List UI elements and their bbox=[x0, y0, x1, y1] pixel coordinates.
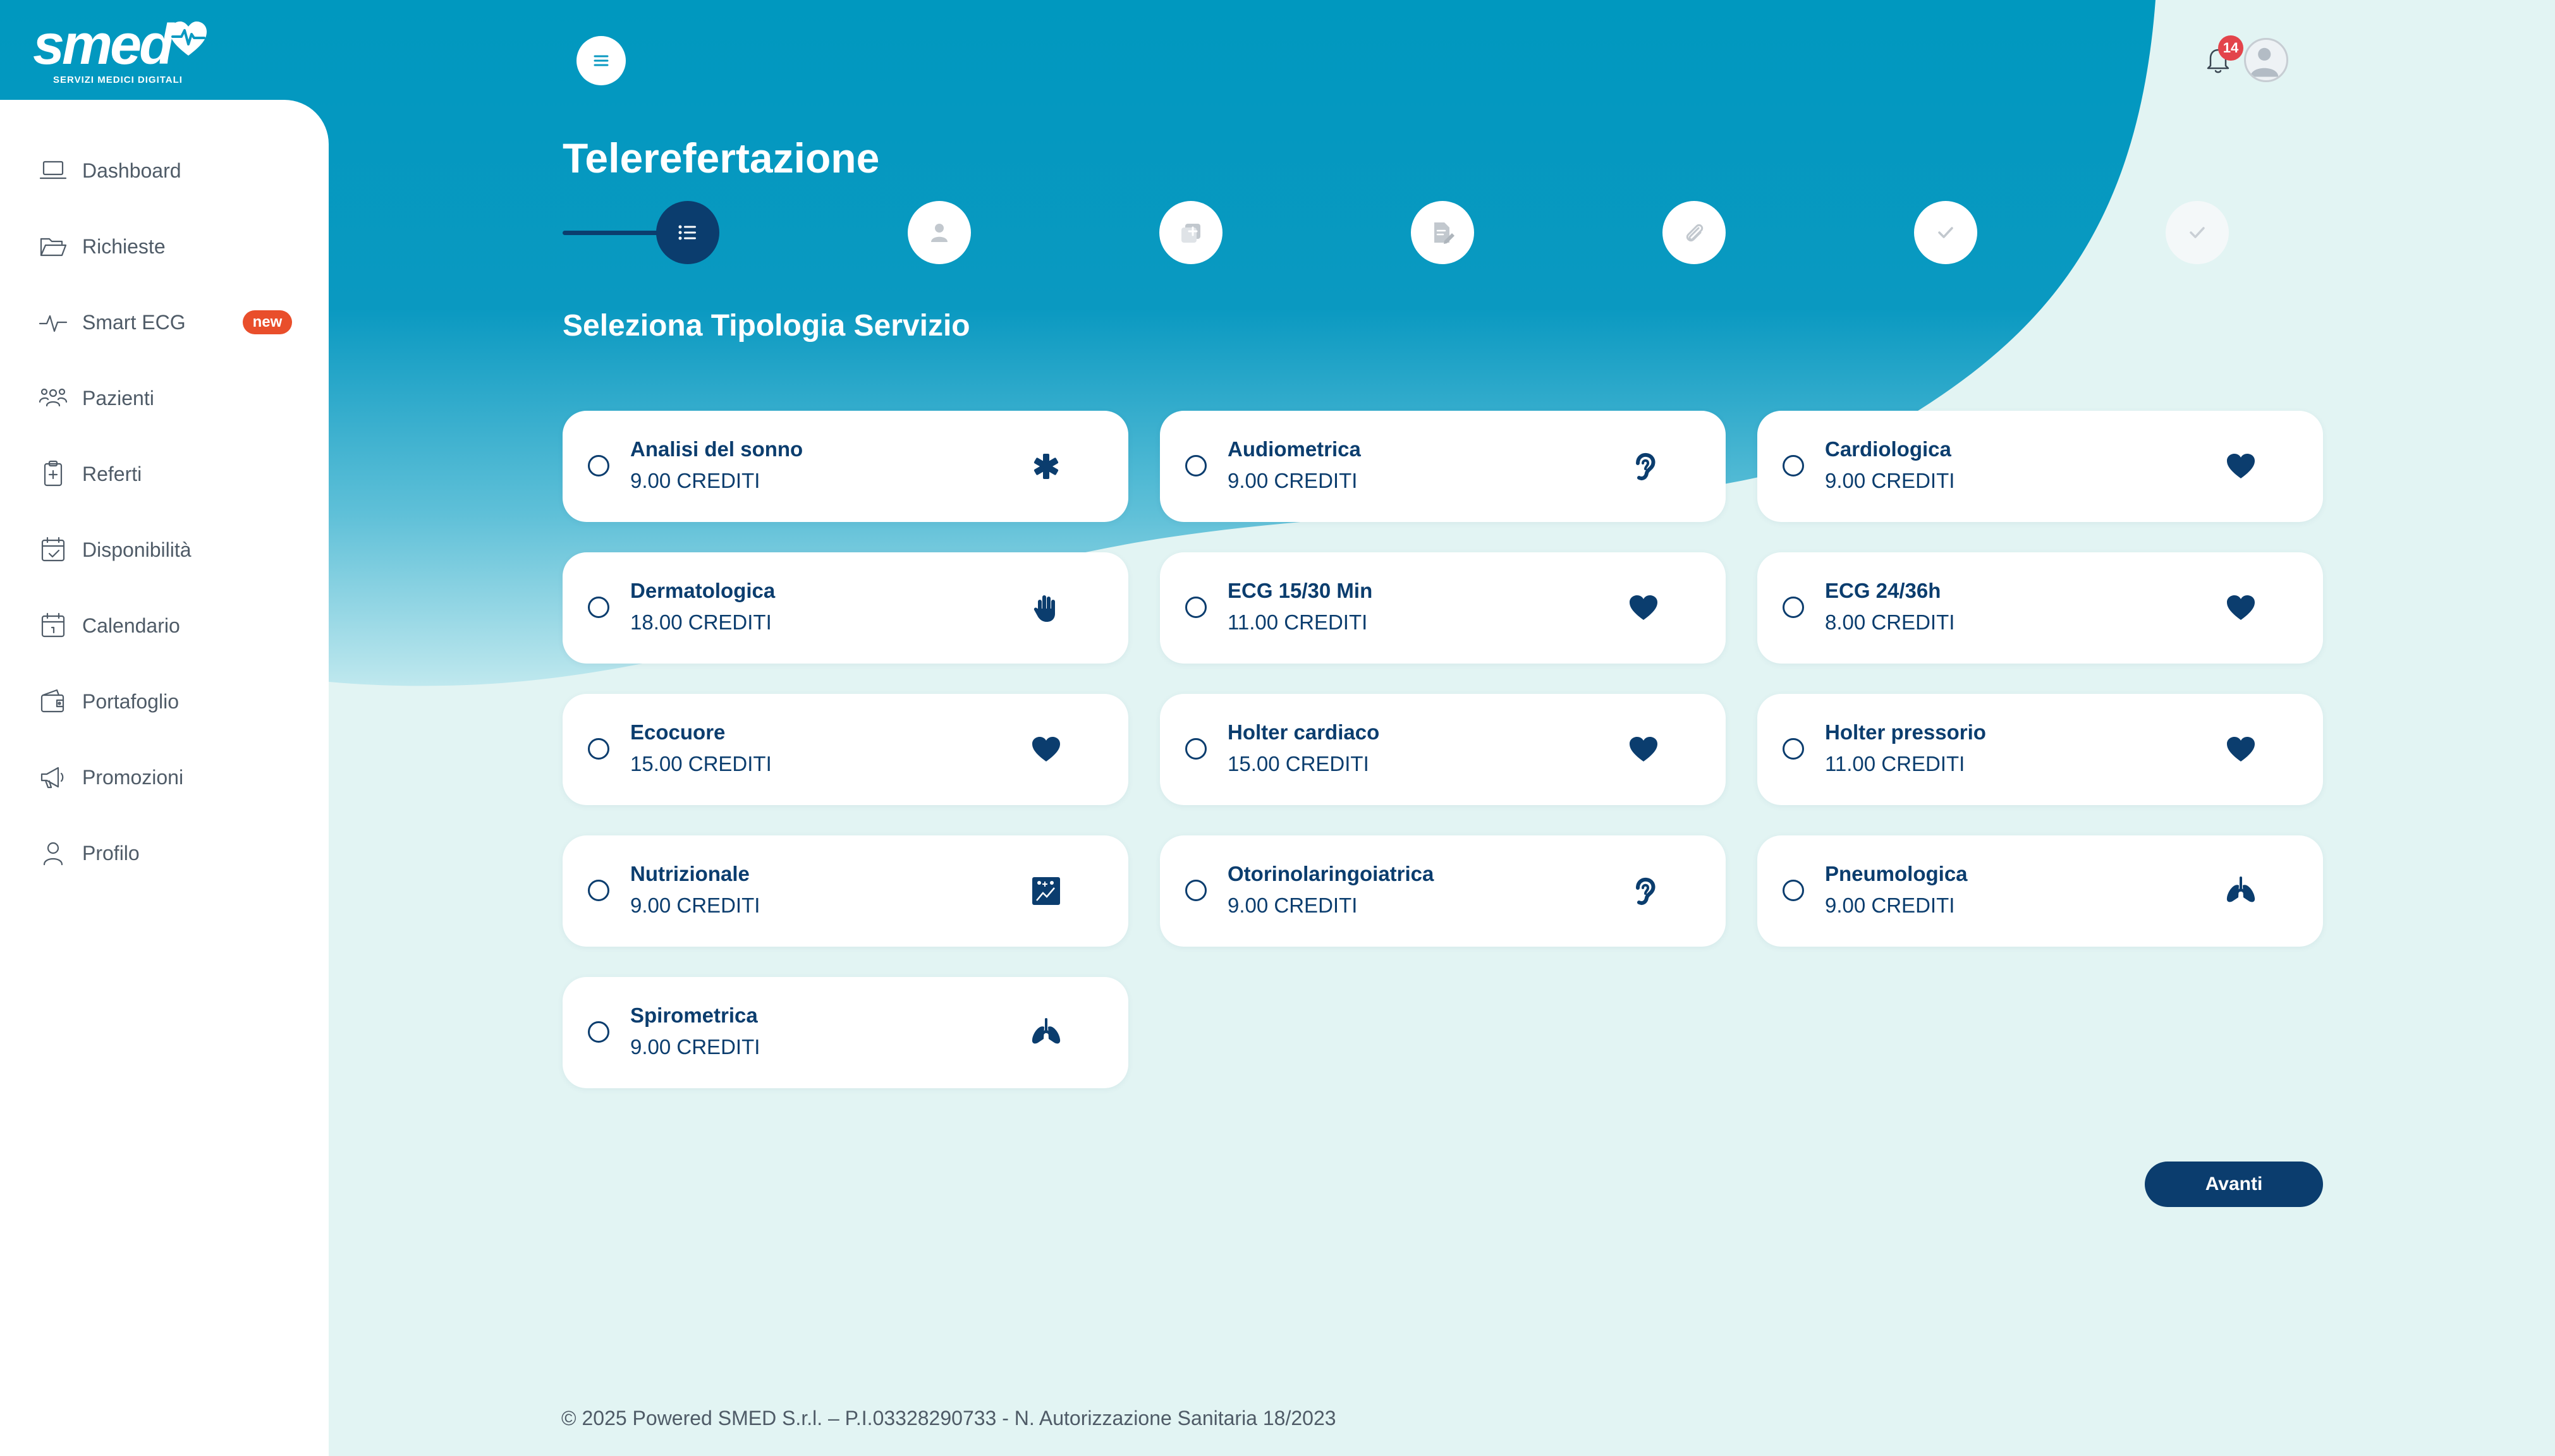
brand-tagline: SERVIZI MEDICI DIGITALI bbox=[53, 75, 183, 85]
service-price: 11.00 CREDITI bbox=[1228, 610, 1368, 634]
step-3-media[interactable] bbox=[1159, 201, 1223, 264]
service-radio[interactable] bbox=[1185, 455, 1207, 476]
service-name: Audiometrica bbox=[1228, 437, 1361, 461]
service-radio[interactable] bbox=[1783, 597, 1804, 618]
service-price: 9.00 CREDITI bbox=[630, 469, 760, 492]
star-of-life-icon bbox=[1027, 447, 1065, 485]
service-name: Analisi del sonno bbox=[630, 437, 803, 461]
service-radio[interactable] bbox=[588, 1021, 609, 1043]
service-card-ecg-15-30[interactable] bbox=[1160, 552, 1726, 664]
service-price: 15.00 CREDITI bbox=[1228, 752, 1369, 775]
service-price: 18.00 CREDITI bbox=[630, 610, 772, 634]
sidebar-item-label: Portafoglio bbox=[82, 689, 179, 713]
service-card-ecg-24-36[interactable] bbox=[1757, 552, 2323, 664]
sidebar-item-label: Pazienti bbox=[82, 386, 154, 410]
heart-icon bbox=[1625, 731, 1662, 768]
sidebar-item-smart-ecg[interactable] bbox=[0, 284, 329, 360]
person-icon bbox=[926, 219, 953, 246]
service-card-otorinolaringoiatrica[interactable] bbox=[1160, 835, 1726, 947]
service-card-holter-pressorio[interactable] bbox=[1757, 694, 2323, 805]
user-icon bbox=[38, 838, 68, 868]
users-icon bbox=[38, 383, 68, 413]
user-avatar-icon bbox=[2246, 40, 2286, 80]
sidebar-item-label: Calendario bbox=[82, 614, 180, 637]
service-price: 15.00 CREDITI bbox=[630, 752, 772, 775]
sidebar-item-calendario[interactable] bbox=[0, 588, 329, 664]
step-4-details[interactable] bbox=[1411, 201, 1474, 264]
service-name: ECG 24/36h bbox=[1825, 579, 1941, 602]
service-price: 9.00 CREDITI bbox=[630, 1035, 760, 1059]
sidebar-item-label: Disponibilità bbox=[82, 538, 192, 561]
service-price: 9.00 CREDITI bbox=[630, 894, 760, 917]
sidebar-item-label: Promozioni bbox=[82, 765, 184, 789]
clipboard-medical-icon bbox=[38, 459, 68, 489]
service-radio[interactable] bbox=[588, 455, 609, 476]
sidebar-item-referti[interactable] bbox=[0, 436, 329, 512]
add-media-icon bbox=[1178, 219, 1204, 246]
sidebar-item-disponibilita[interactable] bbox=[0, 512, 329, 588]
service-name: Otorinolaringoiatrica bbox=[1228, 862, 1434, 885]
sidebar-item-label: Dashboard bbox=[82, 159, 181, 182]
service-name: ECG 15/30 Min bbox=[1228, 579, 1373, 602]
calendar-check-icon bbox=[38, 535, 68, 565]
brand-name: smed bbox=[33, 13, 172, 76]
user-avatar-button[interactable] bbox=[2244, 38, 2288, 82]
hand-icon bbox=[1027, 589, 1065, 627]
list-icon bbox=[674, 219, 701, 246]
wizard-stepper bbox=[563, 200, 2225, 265]
edit-document-icon bbox=[1429, 219, 1456, 246]
ear-icon bbox=[1625, 447, 1662, 485]
hamburger-icon bbox=[589, 49, 613, 73]
folder-open-icon bbox=[38, 231, 68, 262]
service-name: Nutrizionale bbox=[630, 862, 750, 885]
heart-icon bbox=[2222, 447, 2260, 485]
sidebar-item-richieste[interactable] bbox=[0, 209, 329, 284]
service-radio[interactable] bbox=[588, 880, 609, 901]
service-name: Holter pressorio bbox=[1825, 720, 1986, 744]
megaphone-icon bbox=[38, 762, 68, 792]
service-card-ecocuore[interactable] bbox=[563, 694, 1128, 805]
service-price: 8.00 CREDITI bbox=[1825, 610, 1955, 634]
ear-icon bbox=[1625, 872, 1662, 910]
heart-icon bbox=[1625, 589, 1662, 627]
page-title: Telerefertazione bbox=[563, 135, 880, 181]
service-card-nutrizionale[interactable] bbox=[563, 835, 1128, 947]
service-card-pneumologica[interactable] bbox=[1757, 835, 2323, 947]
sidebar-item-portafoglio[interactable] bbox=[0, 664, 329, 739]
service-radio[interactable] bbox=[1783, 880, 1804, 901]
check-icon bbox=[2184, 219, 2210, 246]
service-card-audiometrica[interactable] bbox=[1160, 411, 1726, 522]
sidebar-item-label: Smart ECG bbox=[82, 310, 186, 334]
service-price: 9.00 CREDITI bbox=[1228, 894, 1358, 917]
service-card-spirometrica[interactable] bbox=[563, 977, 1128, 1088]
service-radio[interactable] bbox=[1185, 880, 1207, 901]
stepper-progress-line bbox=[563, 231, 670, 235]
service-name: Dermatologica bbox=[630, 579, 776, 602]
service-card-analisi-del-sonno[interactable] bbox=[563, 411, 1128, 522]
sidebar-item-promozioni[interactable] bbox=[0, 739, 329, 815]
sidebar-item-label: Referti bbox=[82, 462, 142, 485]
lungs-icon bbox=[1027, 1014, 1065, 1052]
service-price: 9.00 CREDITI bbox=[1825, 894, 1955, 917]
next-button[interactable]: Avanti bbox=[2145, 1162, 2323, 1207]
heart-icon bbox=[2222, 589, 2260, 627]
service-price: 9.00 CREDITI bbox=[1228, 469, 1358, 492]
sidebar-nav bbox=[0, 133, 329, 891]
service-radio[interactable] bbox=[1783, 738, 1804, 760]
sidebar-item-label: Profilo bbox=[82, 841, 140, 864]
sidebar-item-pazienti[interactable] bbox=[0, 360, 329, 436]
step-6-summary[interactable] bbox=[1914, 201, 1977, 264]
service-price: 9.00 CREDITI bbox=[1825, 469, 1955, 492]
service-card-cardiologica[interactable] bbox=[1757, 411, 2323, 522]
sidebar-item-label: Richieste bbox=[82, 234, 166, 258]
service-radio[interactable] bbox=[588, 738, 609, 760]
step-7-confirm[interactable] bbox=[2166, 201, 2229, 264]
service-radio[interactable] bbox=[588, 597, 609, 618]
step-1-service-type[interactable] bbox=[656, 201, 719, 264]
service-name: Holter cardiaco bbox=[1228, 720, 1380, 744]
lungs-icon bbox=[2222, 872, 2260, 910]
service-name: Ecocuore bbox=[630, 720, 726, 744]
check-icon bbox=[1932, 219, 1959, 246]
brand-logo[interactable] bbox=[33, 13, 208, 85]
service-radio[interactable] bbox=[1783, 455, 1804, 476]
heartbeat-icon bbox=[38, 307, 68, 337]
service-name: Spirometrica bbox=[630, 1004, 758, 1027]
diet-board-icon bbox=[1027, 872, 1065, 910]
wallet-icon bbox=[38, 686, 68, 717]
service-card-holter-cardiaco[interactable] bbox=[1160, 694, 1726, 805]
service-name: Cardiologica bbox=[1825, 437, 1951, 461]
new-badge: new bbox=[243, 310, 293, 334]
menu-toggle-button[interactable] bbox=[576, 36, 626, 85]
service-radio[interactable] bbox=[1185, 597, 1207, 618]
heart-icon bbox=[2222, 731, 2260, 768]
service-name: Pneumologica bbox=[1825, 862, 1968, 885]
notification-count-badge: 14 bbox=[2218, 35, 2243, 61]
footer-text: © 2025 Powered SMED S.r.l. – P.I.03328290733 - N. Autorizzazione Sanitaria 18/2023 bbox=[561, 1407, 1336, 1429]
sidebar-item-dashboard[interactable] bbox=[0, 133, 329, 209]
heart-logo-icon bbox=[169, 20, 208, 61]
paperclip-icon bbox=[1681, 219, 1707, 246]
service-price: 11.00 CREDITI bbox=[1825, 752, 1965, 775]
service-radio[interactable] bbox=[1185, 738, 1207, 760]
sidebar bbox=[0, 100, 329, 1456]
calendar-icon bbox=[38, 610, 68, 641]
laptop-icon bbox=[38, 155, 68, 186]
section-title: Seleziona Tipologia Servizio bbox=[563, 309, 970, 343]
service-card-dermatologica[interactable] bbox=[563, 552, 1128, 664]
heart-icon bbox=[1027, 731, 1065, 768]
step-2-patient[interactable] bbox=[908, 201, 971, 264]
sidebar-item-profilo[interactable] bbox=[0, 815, 329, 891]
step-5-attachments[interactable] bbox=[1662, 201, 1726, 264]
